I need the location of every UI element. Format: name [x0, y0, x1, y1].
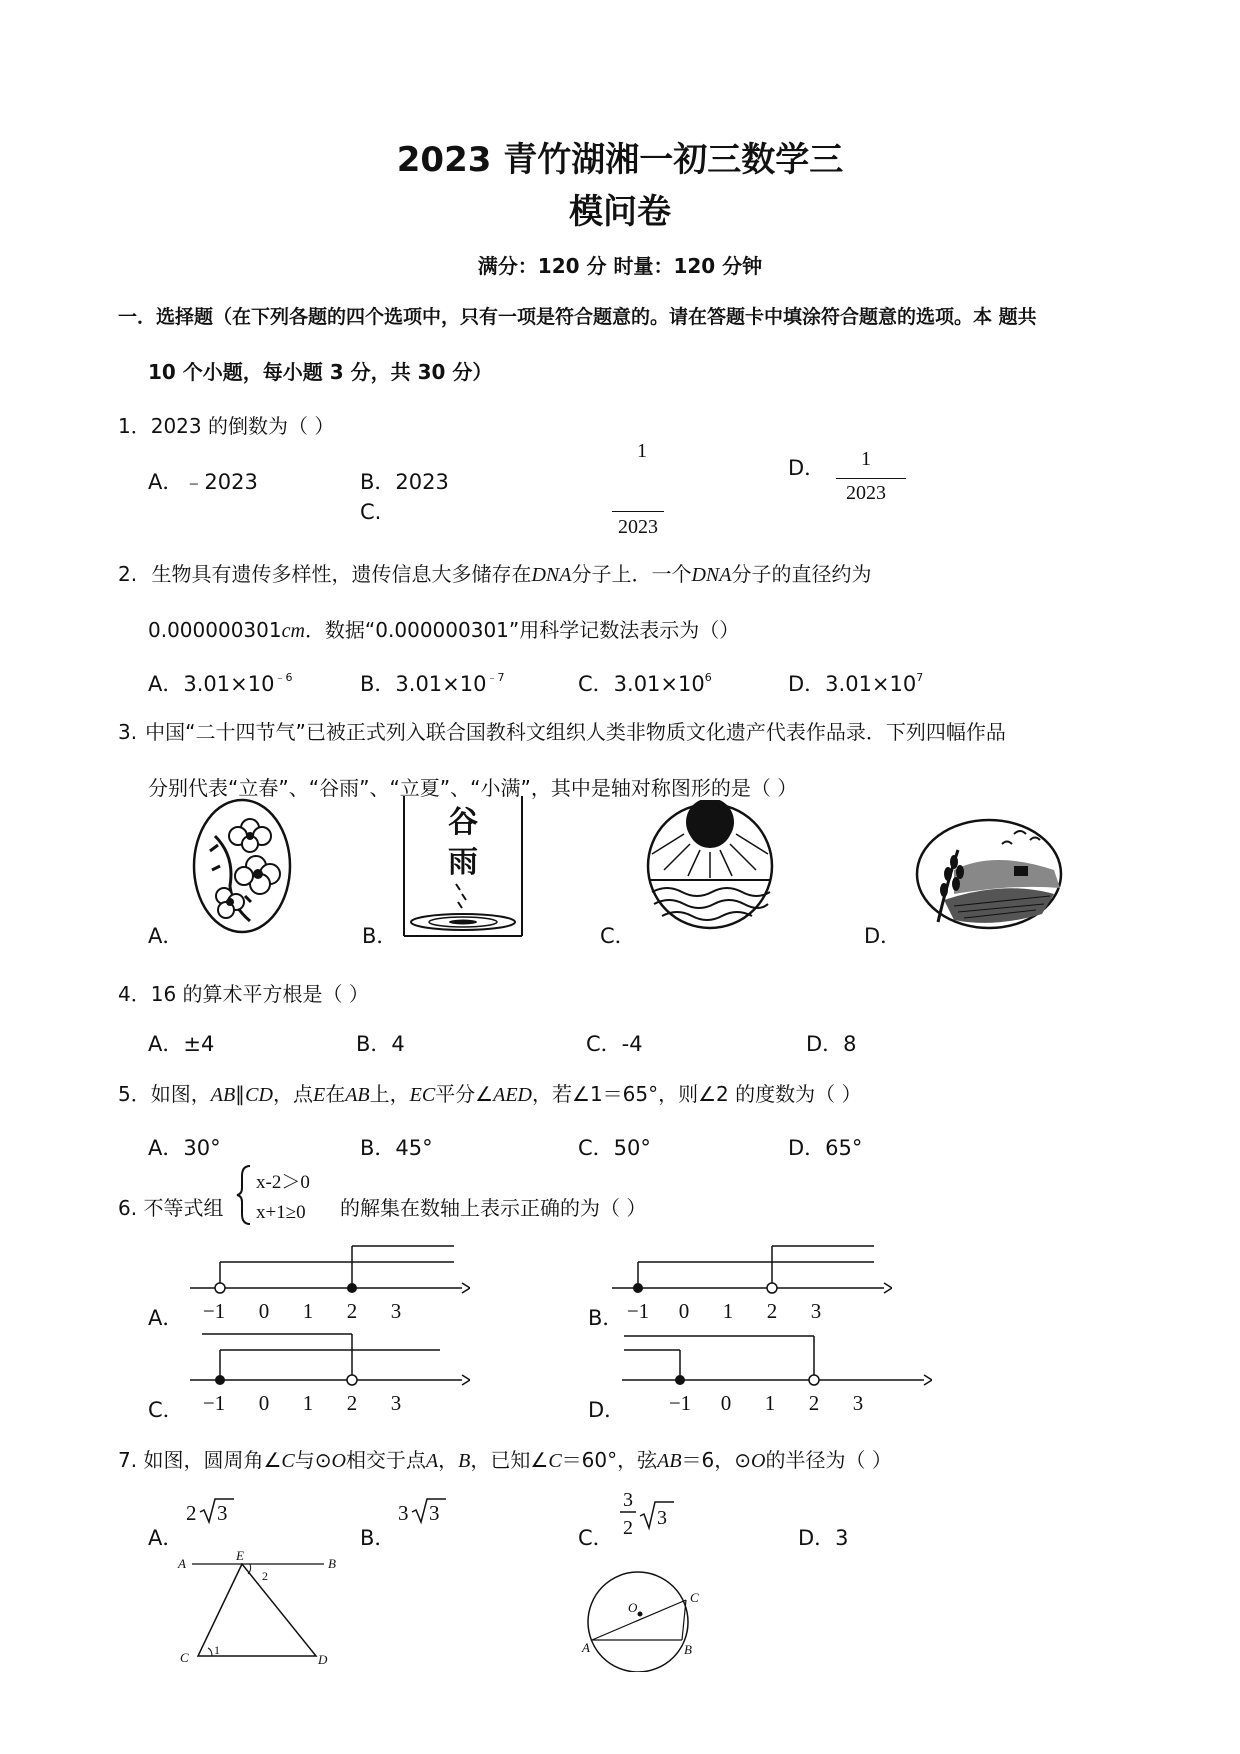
q6a-tick-m1: −1 [202, 1299, 226, 1323]
q3-number: 3. [118, 720, 138, 744]
q7-ab: AB [657, 1450, 682, 1472]
q2-stem-line2 [148, 614, 739, 643]
q5-stem-d: 上， [369, 1082, 410, 1106]
q6d-tick-m1: −1 [668, 1391, 692, 1415]
q6c-tick-1: 1 [302, 1391, 314, 1415]
q7-c: C [281, 1450, 295, 1472]
q6a-tick-2: 2 [346, 1299, 358, 1323]
q3-b-char-1: 谷 [448, 806, 478, 839]
q1-d-denominator: 2023 [846, 482, 886, 504]
q7-fig-label-b: B [684, 1642, 692, 1657]
q7-stem-d: ， [438, 1448, 459, 1472]
q1-c-fraction-bar [612, 511, 664, 512]
q5-ab: AB [210, 1084, 236, 1106]
q2-stem [118, 558, 871, 587]
q6-numberline-a [190, 1236, 470, 1326]
q7-a-value [184, 1494, 244, 1528]
q7-b-radicand: 3 [429, 1501, 440, 1525]
q7-c-value [618, 1484, 682, 1542]
q6-ineq-1: x-2＞0 [256, 1172, 310, 1193]
q6a-tick-1: 1 [302, 1299, 314, 1323]
exam-title-line1: 2023 青竹湖湘一初三数学三 [396, 140, 844, 180]
q3-image-c-summer-sun [644, 800, 776, 932]
q6a-tick-3: 3 [390, 1299, 402, 1323]
q5-stem [118, 1078, 862, 1107]
q5-figure-triangle [170, 1548, 350, 1668]
q2-option-a [148, 668, 292, 698]
q5-fig-angle-1: 1 [214, 1643, 220, 1657]
q6c-tick-2: 2 [346, 1391, 358, 1415]
q7-o: O [331, 1450, 346, 1472]
q6-numberline-b [612, 1236, 892, 1326]
q5-stem-f: ，若∠1＝65°，则∠2 的度数为（ ） [532, 1082, 862, 1106]
q7-c-denominator: 2 [623, 1517, 633, 1539]
q6d-tick-1: 1 [764, 1391, 776, 1415]
q5-option-b: B．45° [360, 1136, 433, 1160]
q1-option-c: C. [360, 500, 382, 524]
q7-b-value [396, 1494, 456, 1528]
q2-number-value: 0.000000301 [148, 618, 282, 642]
q2-c-base: C．3.01×10 [578, 672, 705, 696]
q6-option-b: B． [588, 1306, 624, 1330]
q6-numberline-c [190, 1326, 470, 1416]
q7-b: B [458, 1450, 471, 1472]
q1-option-b: B．2023 [360, 470, 449, 494]
q2-a-exp: ﹣6 [274, 671, 293, 684]
q6-inequality-brace [236, 1162, 346, 1228]
q6b-tick-1: 1 [722, 1299, 734, 1323]
q1-option-d: D． [788, 456, 826, 480]
q7-option-d: D．3 [798, 1526, 849, 1550]
q7-stem [118, 1444, 892, 1473]
q6d-tick-0: 0 [720, 1391, 732, 1415]
q7-c-numerator: 3 [623, 1489, 633, 1511]
q7-fig-label-c: C [690, 1590, 699, 1605]
q5-stem-a: 5．如图， [118, 1082, 211, 1106]
q2-b-base: B．3.01×10 [360, 672, 487, 696]
q7-stem-g: ＝6，⊙ [681, 1448, 752, 1472]
exam-title-line2: 模问卷 [569, 192, 671, 232]
q7-fig-label-a: A [582, 1640, 590, 1655]
q3-option-b: B． [362, 924, 398, 948]
q2-stem-b: 分子上．一个 [571, 562, 692, 586]
q2-dna-1: DNA [531, 564, 572, 586]
q6c-tick-3: 3 [390, 1391, 402, 1415]
q2-dna-2: DNA [691, 564, 732, 586]
q5-option-a: A．30° [148, 1136, 221, 1160]
q5-ec: EC [409, 1084, 436, 1106]
q2-a-base: A．3.01×10 [148, 672, 275, 696]
q3-option-c: C． [600, 924, 636, 948]
q6c-tick-m1: −1 [202, 1391, 226, 1415]
q3-option-a: A． [148, 924, 184, 948]
q6-option-d: D． [588, 1398, 626, 1422]
q5-stem-b: ，点 [272, 1082, 313, 1106]
q2-c-exp: 6 [704, 671, 712, 684]
q2-stem-c: 分子的直径约为 [731, 562, 872, 586]
q5-fig-label-b: B [328, 1556, 336, 1571]
q7-option-a: A． [148, 1526, 184, 1550]
q7-stem-h: 的半径为（ ） [765, 1448, 892, 1472]
q3-b-char-2: 雨 [448, 846, 478, 879]
q7-stem-f: ＝60°，弦 [561, 1448, 658, 1472]
q7-stem-a: 7. 如图，圆周角∠ [118, 1448, 282, 1472]
q4-stem: 4．16 的算术平方根是（ ） [118, 982, 369, 1006]
q6-stem-b: 的解集在数轴上表示正确的为（ ） [340, 1196, 647, 1220]
q6b-tick-m1: −1 [626, 1299, 650, 1323]
q4-option-c: C．-4 [586, 1032, 643, 1056]
q5-option-c: C．50° [578, 1136, 651, 1160]
q6b-tick-2: 2 [766, 1299, 778, 1323]
q2-unit-cm: cm [281, 620, 305, 642]
q7-option-c: C． [578, 1526, 614, 1550]
q5-cd: CD [245, 1084, 273, 1106]
q5-e: E [312, 1084, 326, 1106]
q2-option-b [360, 668, 504, 698]
q2-b-exp: ﹣7 [486, 671, 505, 684]
q1-option-a: A．﹣2023 [148, 470, 258, 494]
q2-stem-line2-rest: ．数据“0.000000301”用科学记数法表示为（） [304, 618, 740, 642]
q6-stem-a: 6. 不等式组 [118, 1196, 224, 1220]
q4-option-a: A．±4 [148, 1032, 215, 1056]
q1-d-fraction-bar [836, 478, 906, 479]
q2-option-d [788, 668, 923, 698]
q3-stem-line1 [118, 716, 1006, 745]
q1-stem: 1．2023 的倒数为（ ） [118, 414, 335, 438]
q2-d-exp: 7 [916, 671, 924, 684]
q7-a: A [425, 1450, 439, 1472]
q4-option-b: B．4 [356, 1032, 405, 1056]
q1-c-numerator: 1 [637, 440, 647, 462]
q5-ab-2: AB [345, 1084, 370, 1106]
q6-ineq-2: x+1≥0 [256, 1202, 306, 1223]
q7-a-coef: 2 [186, 1501, 197, 1525]
q7-stem-c: 相交于点 [345, 1448, 426, 1472]
q6b-tick-0: 0 [678, 1299, 690, 1323]
q6d-tick-3: 3 [852, 1391, 864, 1415]
q6-option-a: A． [148, 1306, 184, 1330]
q5-parallel: ∥ [235, 1082, 246, 1106]
q7-c-radicand: 3 [657, 1507, 667, 1529]
q6-option-c: C． [148, 1398, 184, 1422]
q7-fig-label-o: O [628, 1600, 638, 1615]
section1-line1: 一．选择题（在下列各题的四个选项中，只有一项是符合题意的。请在答题卡中填涂符合题意的选项。本 题共 [118, 306, 1037, 328]
q7-o-2: O [751, 1450, 766, 1472]
q1-c-denominator: 2023 [618, 516, 658, 538]
q3-image-d-grain-buds [914, 810, 1064, 932]
q3-stem-line2: 分别代表“立春”、“谷雨”、“立夏”、“小满”，其中是轴对称图形的是（ ） [148, 776, 798, 800]
q6-numberline-d [612, 1326, 932, 1416]
q1-d-numerator: 1 [861, 448, 871, 470]
q5-aed: AED [493, 1084, 533, 1106]
q2-d-base: D．3.01×10 [788, 672, 917, 696]
q7-b-coef: 3 [398, 1501, 409, 1525]
q3-line1-text: 中国“二十四节气”已被正式列入联合国教科文组织人类非物质文化遗产代表作品录．下列四幅作品 [145, 720, 1006, 744]
q7-stem-b: 与⊙ [294, 1448, 332, 1472]
q5-stem-e: 平分∠ [435, 1082, 494, 1106]
q6b-tick-3: 3 [810, 1299, 822, 1323]
q6c-tick-0: 0 [258, 1391, 270, 1415]
q3-option-d: D． [864, 924, 902, 948]
q7-stem-e: ，已知∠ [470, 1448, 549, 1472]
q6d-tick-2: 2 [808, 1391, 820, 1415]
q5-fig-label-d: D [318, 1652, 328, 1667]
q7-option-b: B． [360, 1526, 396, 1550]
q5-fig-label-c: C [180, 1650, 189, 1665]
q5-stem-c: 在 [325, 1082, 346, 1106]
q2-option-c [578, 668, 712, 698]
q5-fig-label-a: A [178, 1556, 186, 1571]
section1-line2: 10 个小题，每小题 3 分，共 30 分） [148, 360, 493, 384]
q5-fig-angle-2: 2 [262, 1569, 268, 1583]
q7-c-2: C [548, 1450, 562, 1472]
q5-option-d: D．65° [788, 1136, 863, 1160]
q7-figure-circle [572, 1568, 712, 1672]
q6a-tick-0: 0 [258, 1299, 270, 1323]
q3-image-b-grain-rain [400, 796, 526, 938]
q7-a-radicand: 3 [217, 1501, 228, 1525]
q2-stem-a: 生物具有遗传多样性，遗传信息大多储存在 [151, 562, 532, 586]
q4-option-d: D．8 [806, 1032, 857, 1056]
q3-image-a-plum-blossom [190, 796, 294, 936]
q5-fig-label-e: E [236, 1548, 244, 1563]
q2-number: 2. [118, 562, 138, 586]
exam-meta: 满分：120 分 时量：120 分钟 [477, 254, 763, 278]
